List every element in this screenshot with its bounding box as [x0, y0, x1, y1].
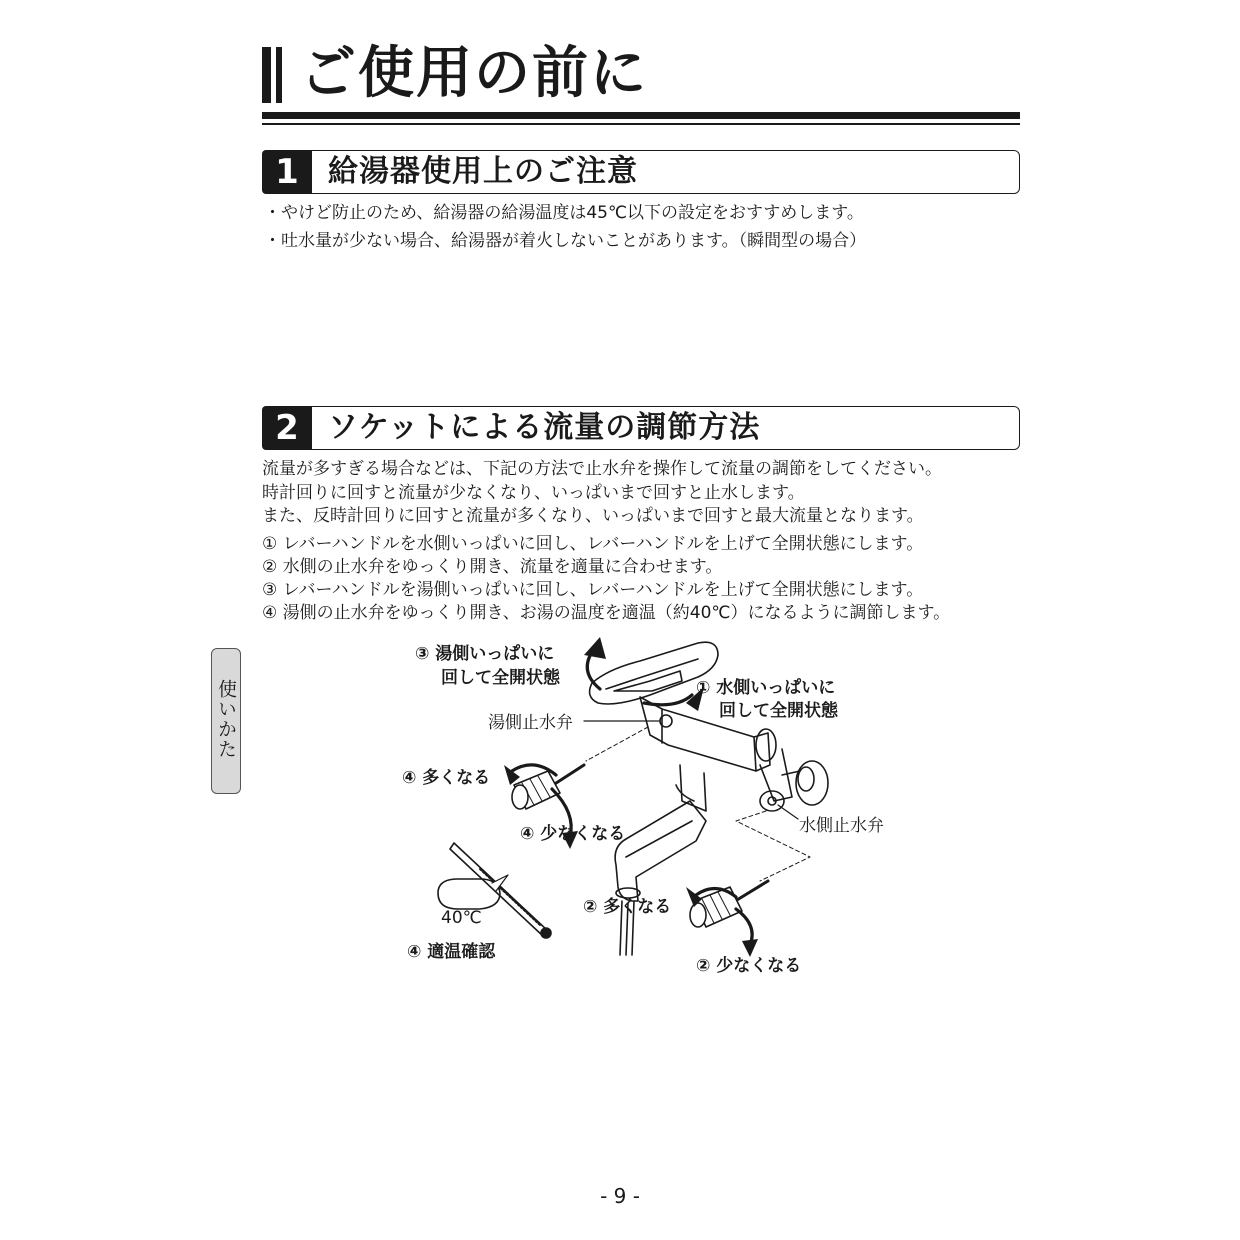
label-cold-full-line2: 回して全開状態: [719, 701, 838, 721]
label-cold-less: ② 少なくなる: [696, 956, 802, 976]
screwdriver-hot: [512, 765, 584, 809]
label-cold-more: ② 多くなる: [583, 897, 672, 917]
section2-intro-1: 流量が多すぎる場合などは、下記の方法で止水弁を操作して流量の調節をしてください。: [262, 459, 942, 479]
section2-step-3: ③ レバーハンドルを湯側いっぱいに回し、レバーハンドルを上げて全開状態にします。: [262, 580, 924, 600]
section1-bullet-2: ・吐水量が少ない場合、給湯器が着火しないことがあります。（瞬間型の場合）: [264, 231, 867, 251]
section2-heading: [262, 406, 1020, 450]
section2-step-4: ④ 湯側の止水弁をゆっくり開き、お湯の温度を適温（約40℃）になるように調節します。: [262, 603, 951, 623]
section2-step-1: ① レバーハンドルを水側いっぱいに回し、レバーハンドルを上げて全開状態にします。: [262, 534, 924, 554]
label-hot-full-line1: ③ 湯側いっぱいに: [415, 644, 555, 664]
page-title: ご使用の前に: [300, 41, 648, 106]
section2-heading-label: ソケットによる流量の調節方法: [328, 410, 761, 445]
label-cold-full-line1: ① 水側いっぱいに: [696, 678, 836, 698]
section1-bullet-1: ・やけど防止のため、給湯器の給湯温度は45℃以下の設定をおすすめします。: [264, 203, 864, 223]
section2-number: 2: [262, 406, 312, 450]
arrow-cold-less-icon: [736, 909, 752, 945]
label-cold-valve: 水側止水弁: [799, 816, 884, 836]
section1-heading-label: 給湯器使用上のご注意: [328, 154, 638, 189]
label-hot-more: ④ 多くなる: [402, 768, 491, 788]
section1-heading: [262, 150, 1020, 194]
page-number: - 9 -: [600, 1184, 640, 1208]
section2-intro-2: 時計回りに回すと流量が少なくなり、いっぱいまで回すと止水します。: [262, 483, 805, 503]
screwdriver-cold: [690, 881, 768, 927]
label-temp-check: ④ 適温確認: [407, 942, 496, 962]
faucet-spout: [615, 801, 706, 901]
side-tab-usage[interactable]: [211, 648, 241, 794]
section2-intro-3: また、反時計回りに回すと流量が多くなり、いっぱいまで回すと最大流量となります。: [262, 506, 924, 526]
title-rule-thick: [262, 112, 1020, 119]
title-rule-thin: [262, 123, 1020, 125]
section1-number: 1: [262, 150, 312, 194]
title-bar-mark-thin: [276, 47, 282, 103]
label-hot-full-line2: 回して全開状態: [441, 668, 560, 688]
label-hot-less: ④ 少なくなる: [520, 824, 626, 844]
arrow-cold-full-icon: [644, 695, 692, 705]
section2-step-2: ② 水側の止水弁をゆっくり開き、流量を適量に合わせます。: [262, 557, 723, 577]
label-temp-value: 40℃: [441, 908, 482, 928]
side-tab-label: 使いかた: [215, 679, 237, 759]
label-hot-valve: 湯側止水弁: [488, 713, 573, 733]
title-bar-mark: [262, 47, 271, 103]
